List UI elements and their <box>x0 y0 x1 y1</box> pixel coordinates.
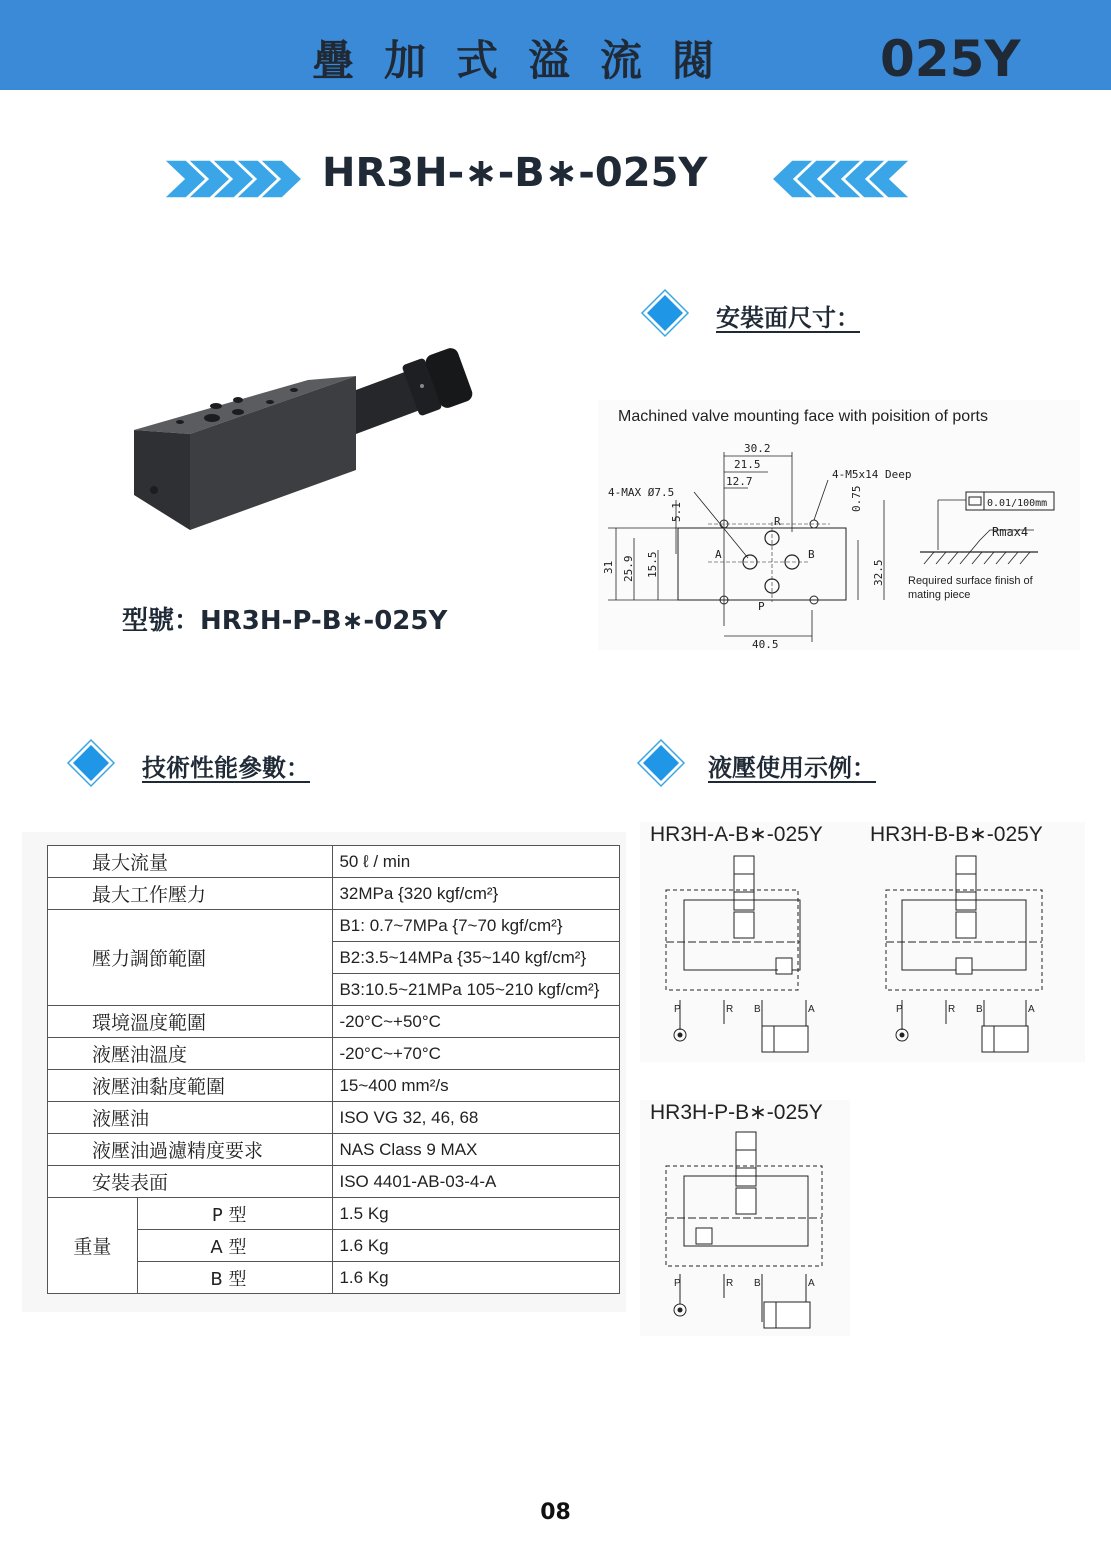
mounting-caption: Machined valve mounting face with poisition of ports <box>618 408 988 425</box>
mounting-heading-text: 安裝面尺寸： <box>716 304 860 332</box>
table-row <box>48 1070 620 1102</box>
circuit-title: HR3H-B-B∗-025Y <box>870 823 1043 846</box>
weight-value: 1.6 Kg <box>333 1262 620 1294</box>
port-a-label: A <box>715 548 722 561</box>
dim-15-5: 15.5 <box>646 551 659 578</box>
dim-holes: 4-MAX Ø7.5 <box>608 486 675 499</box>
port-b-label: B <box>808 548 815 561</box>
table-row <box>48 1198 620 1230</box>
spec-label: 液壓油黏度範圍 <box>48 1070 333 1102</box>
table-row <box>48 1038 620 1070</box>
model-label: 型號：HR3H-P-B∗-025Y <box>122 606 448 636</box>
spec-value: NAS Class 9 MAX <box>333 1134 620 1166</box>
port-a: A <box>808 1004 815 1015</box>
table-row <box>48 846 620 878</box>
port-r: R <box>726 1278 734 1289</box>
roughness-value: Rmax4 <box>992 525 1029 539</box>
circuit-diagram <box>640 850 860 1060</box>
examples-heading-text: 液壓使用示例： <box>708 754 876 782</box>
table-row <box>48 1134 620 1166</box>
spec-table <box>47 845 620 1294</box>
port-p: P <box>674 1004 681 1015</box>
spec-value: B2:3.5~14MPa {35~140 kgf/cm²} <box>333 942 620 974</box>
mounting-diagram <box>598 430 1080 650</box>
flatness-value: 0.01/100mm <box>987 498 1048 509</box>
port-b: B <box>754 1278 761 1289</box>
port-r: R <box>726 1004 734 1015</box>
dim-21-5: 21.5 <box>734 458 761 471</box>
surface-note-line2: mating piece <box>908 589 971 601</box>
spec-value: ISO 4401-AB-03-4-A <box>333 1166 620 1198</box>
weight-type: A 型 <box>137 1230 333 1262</box>
surface-note-line1: Required surface finish of <box>908 575 1033 587</box>
table-row <box>48 1006 620 1038</box>
circuit-title: HR3H-P-B∗-025Y <box>650 1101 823 1124</box>
weight-value: 1.5 Kg <box>333 1198 620 1230</box>
page-number: 08 <box>540 1500 571 1525</box>
circuit-diagram <box>640 1128 850 1334</box>
top-banner <box>0 0 1111 90</box>
mounting-drawing <box>598 400 1080 650</box>
dim-31: 31 <box>602 560 615 574</box>
weight-type: B 型 <box>137 1262 333 1294</box>
spec-value: ISO VG 32, 46, 68 <box>333 1102 620 1134</box>
spec-label: 最大流量 <box>48 846 333 878</box>
diamond-icon <box>66 738 116 788</box>
diamond-icon <box>640 288 690 338</box>
dim-bolts: 4-M5x14 Deep <box>832 468 912 481</box>
spec-value: -20°C~+70°C <box>333 1038 620 1070</box>
spec-value: B3:10.5~21MPa 105~210 kgf/cm²} <box>333 974 620 1006</box>
spec-label: 安裝表面 <box>48 1166 333 1198</box>
spec-value: 50 ℓ / min <box>333 846 620 878</box>
diamond-icon <box>636 738 686 788</box>
spec-label: 液壓油溫度 <box>48 1038 333 1070</box>
dim-5-1: 5.1 <box>670 502 683 522</box>
spec-value: 15~400 mm²/s <box>333 1070 620 1102</box>
spec-label: 液壓油過濾精度要求 <box>48 1134 333 1166</box>
circuit-example-a <box>640 822 860 1062</box>
dim-30-2: 30.2 <box>744 442 771 455</box>
spec-label: 液壓油 <box>48 1102 333 1134</box>
table-row <box>48 910 620 942</box>
chevrons-left-icon <box>764 158 914 200</box>
model-code: HR3H-∗-B∗-025Y <box>322 150 708 196</box>
dim-0-75: 0.75 <box>850 485 863 512</box>
table-row <box>48 1102 620 1134</box>
port-b: B <box>754 1004 761 1015</box>
chevrons-right-icon <box>160 158 310 200</box>
spec-value: -20°C~+50°C <box>333 1006 620 1038</box>
port-p-label: P <box>758 600 765 613</box>
specs-heading-text: 技術性能參數： <box>142 754 310 782</box>
weight-type: P 型 <box>137 1198 333 1230</box>
banner-code: 025Y <box>880 30 1021 88</box>
circuit-example-p <box>640 1100 850 1336</box>
spec-value: 32MPa {320 kgf/cm²} <box>333 878 620 910</box>
spec-value: B1: 0.7~7MPa {7~70 kgf/cm²} <box>333 910 620 942</box>
dim-40-5: 40.5 <box>752 638 779 650</box>
dim-25-9: 25.9 <box>622 555 635 582</box>
circuit-example-b <box>860 822 1085 1062</box>
port-p: P <box>896 1004 903 1015</box>
dim-12-7: 12.7 <box>726 475 753 488</box>
spec-label: 最大工作壓力 <box>48 878 333 910</box>
weight-value: 1.6 Kg <box>333 1230 620 1262</box>
port-a: A <box>1028 1004 1035 1015</box>
spec-label: 壓力調節範圍 <box>48 910 333 1006</box>
mounting-heading <box>640 288 880 338</box>
specs-heading <box>66 738 326 788</box>
product-photo <box>120 330 490 540</box>
model-header <box>160 150 920 206</box>
dim-32-5: 32.5 <box>872 559 885 586</box>
port-p: P <box>674 1278 681 1289</box>
banner-title: 疊加式溢流閥 <box>312 36 745 85</box>
port-r: R <box>948 1004 956 1015</box>
port-a: A <box>808 1278 815 1289</box>
weight-label: 重量 <box>48 1198 138 1294</box>
table-row <box>48 878 620 910</box>
spec-label: 環境溫度範圍 <box>48 1006 333 1038</box>
port-b: B <box>976 1004 983 1015</box>
port-r-label: R <box>774 515 781 528</box>
examples-heading <box>636 738 896 788</box>
circuit-diagram <box>860 850 1085 1060</box>
table-row <box>48 1166 620 1198</box>
circuit-title: HR3H-A-B∗-025Y <box>650 823 823 846</box>
